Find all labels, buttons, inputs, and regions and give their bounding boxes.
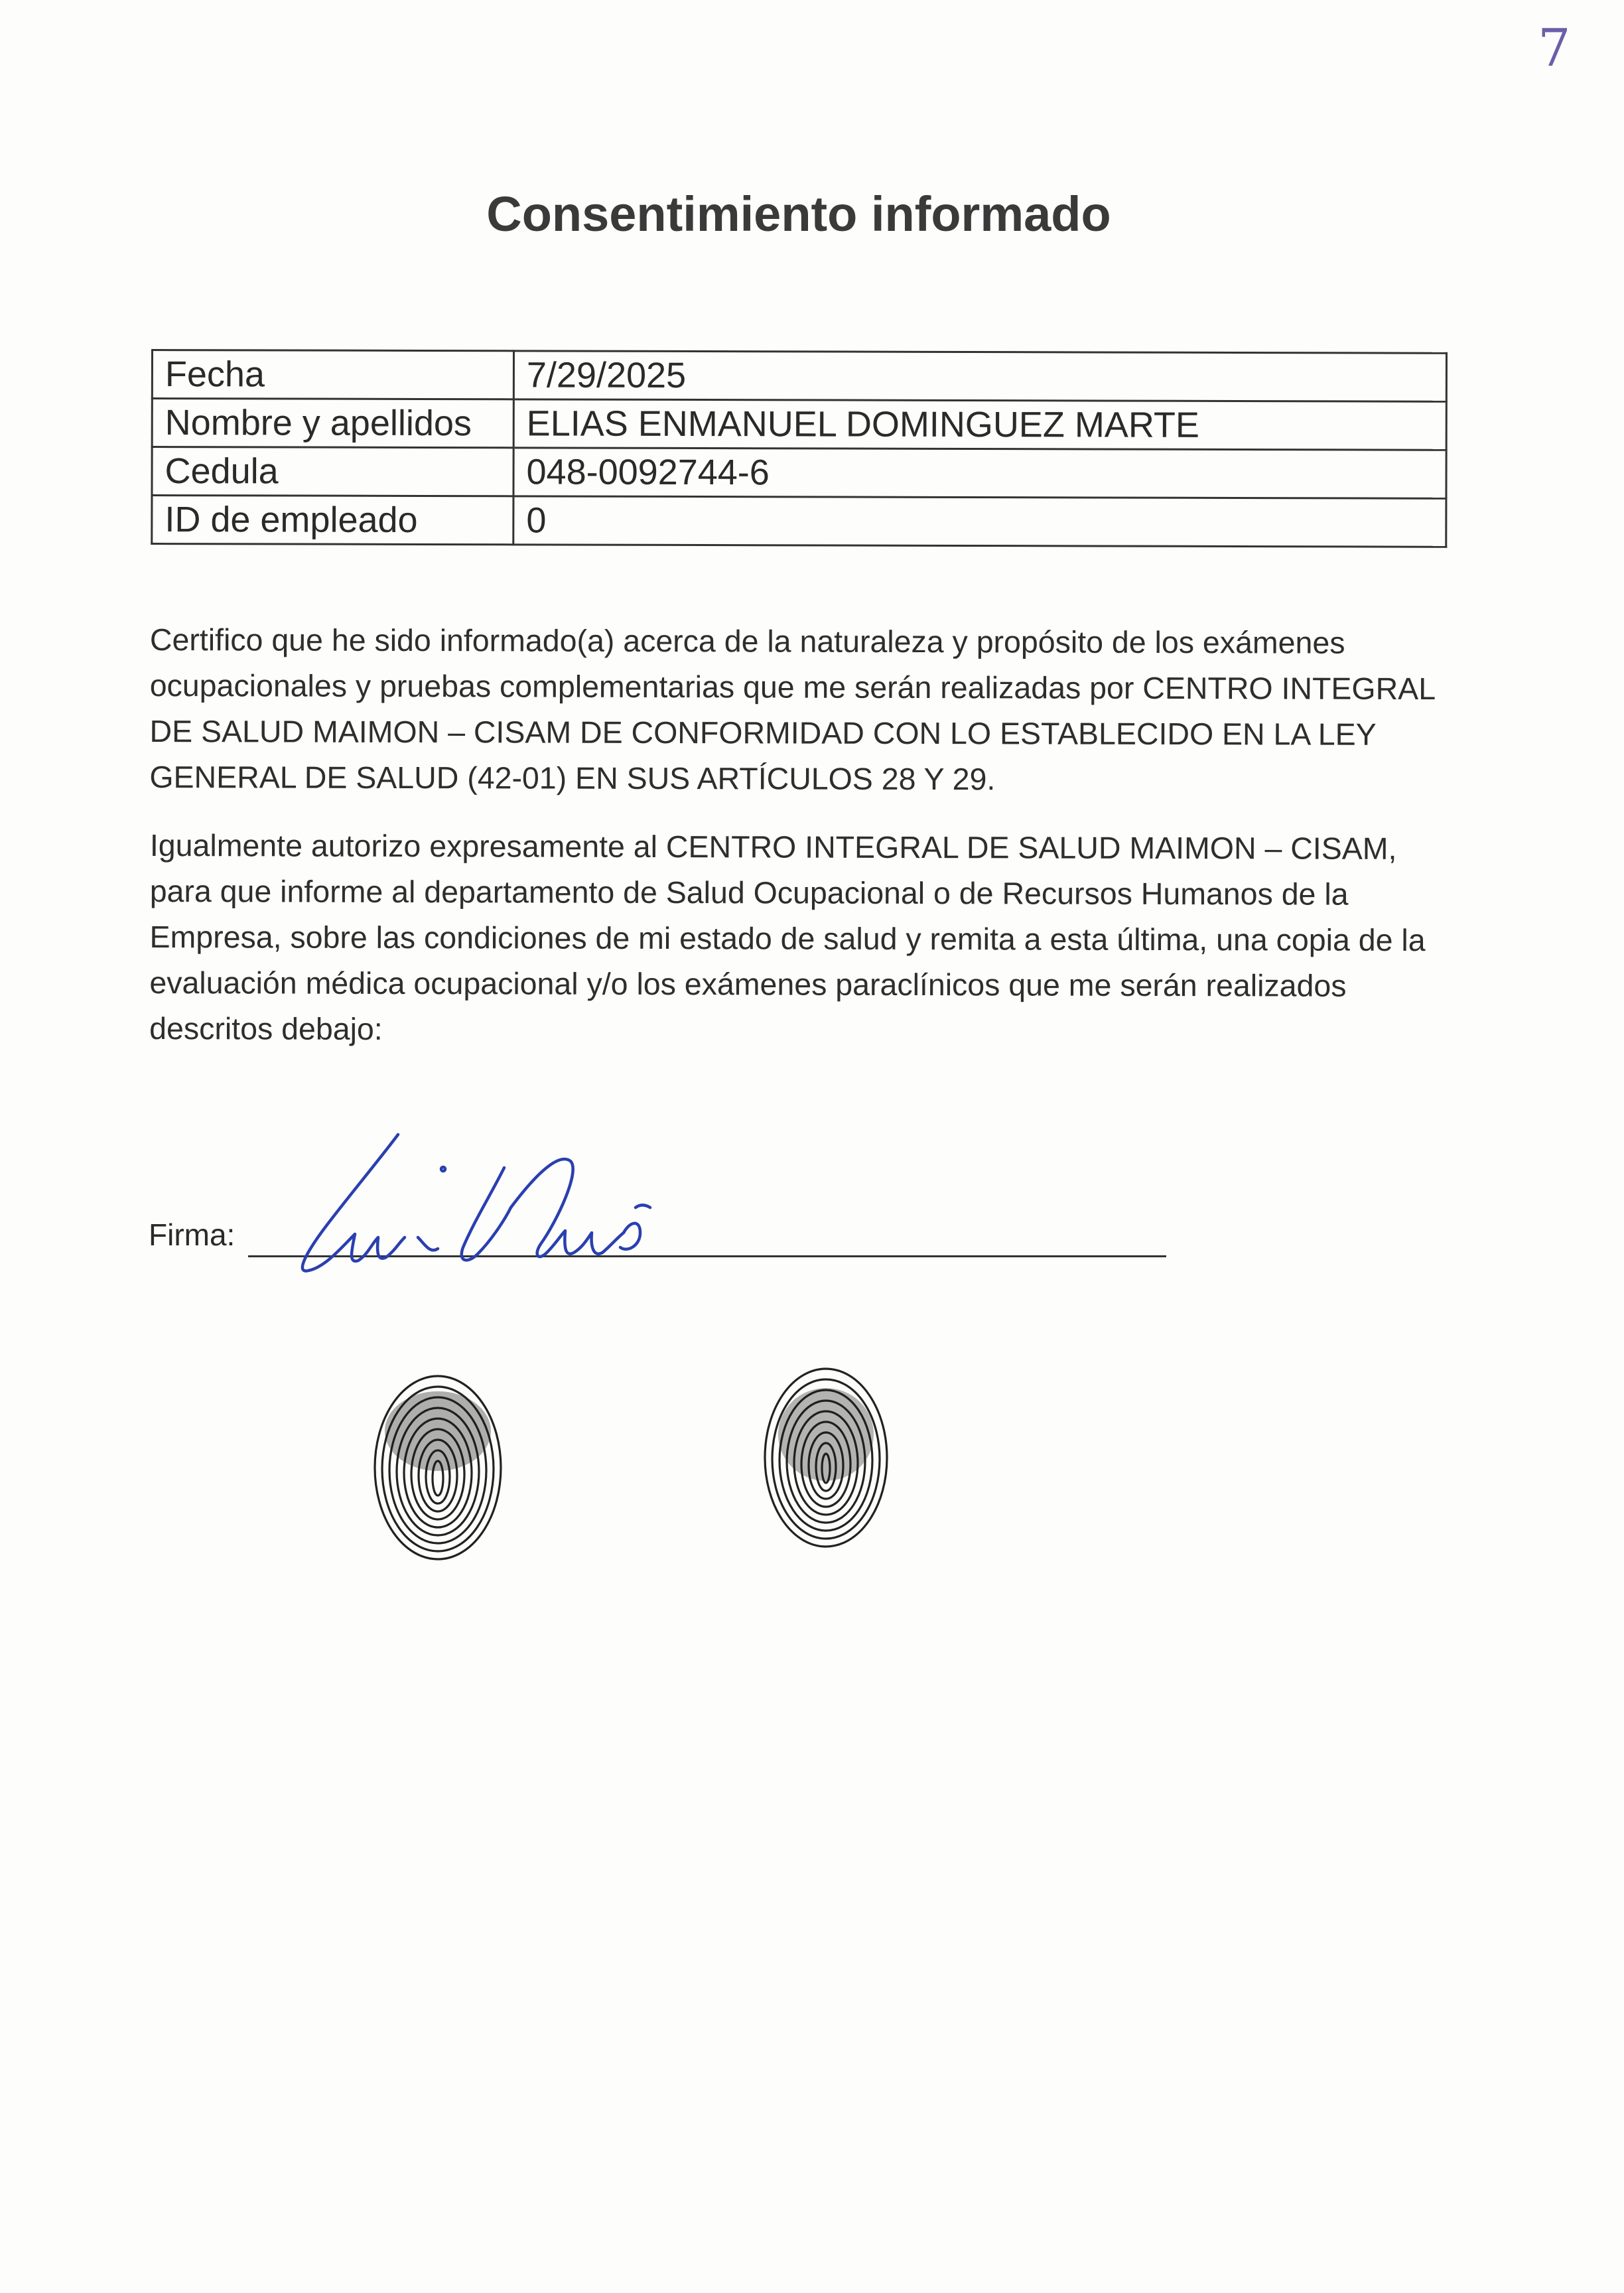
table-row <box>152 399 1446 451</box>
right-fingerprint <box>756 1361 896 1554</box>
handwritten-signature <box>279 1121 756 1294</box>
signature-label: Firma: <box>149 1217 236 1252</box>
full-name-value: ELIAS ENMANUEL DOMINGUEZ MARTE <box>513 399 1446 450</box>
handwritten-page-number: 7 <box>1538 19 1571 78</box>
employee-id-value: 0 <box>513 496 1446 547</box>
table-row <box>152 447 1446 499</box>
cedula-value: 048-0092744-6 <box>513 448 1446 498</box>
left-fingerprint <box>365 1368 511 1567</box>
personal-info-table <box>151 349 1448 548</box>
employee-id-label: ID de empleado <box>152 496 513 545</box>
authorization-paragraph: Igualmente autorizo expresamente al CENTRO INTEGRAL DE SALUD MAIMON – CISAM, para que informe al departamento de Salud Ocupacional o de Recursos Humanos de la Empresa, sobre las condiciones de mi estado de salud y remita a esta última, una copia de la evaluación médica ocupacional y/o los exámenes paraclínicos que me serán realizados descritos debajo: <box>149 828 1426 1046</box>
full-name-label: Nombre y apellidos <box>152 399 513 448</box>
table-row <box>152 350 1446 402</box>
table-row <box>152 496 1446 547</box>
cedula-label: Cedula <box>152 447 513 496</box>
date-label: Fecha <box>152 350 513 399</box>
date-value: 7/29/2025 <box>513 351 1446 401</box>
document-title: Consentimiento informado <box>486 186 1111 242</box>
certification-paragraph: Certifico que he sido informado(a) acerca de la naturaleza y propósito de los exámenes ocupacionales y pruebas complementarias que me serán realizadas por CENTRO INTEGRAL DE SALUD MAIMON – CISAM DE CONFORMIDAD CON LO ESTABLECIDO EN LA LEY GENERAL DE SALUD (42-01) EN SUS ARTÍCULOS 28 Y 29. <box>149 622 1435 797</box>
